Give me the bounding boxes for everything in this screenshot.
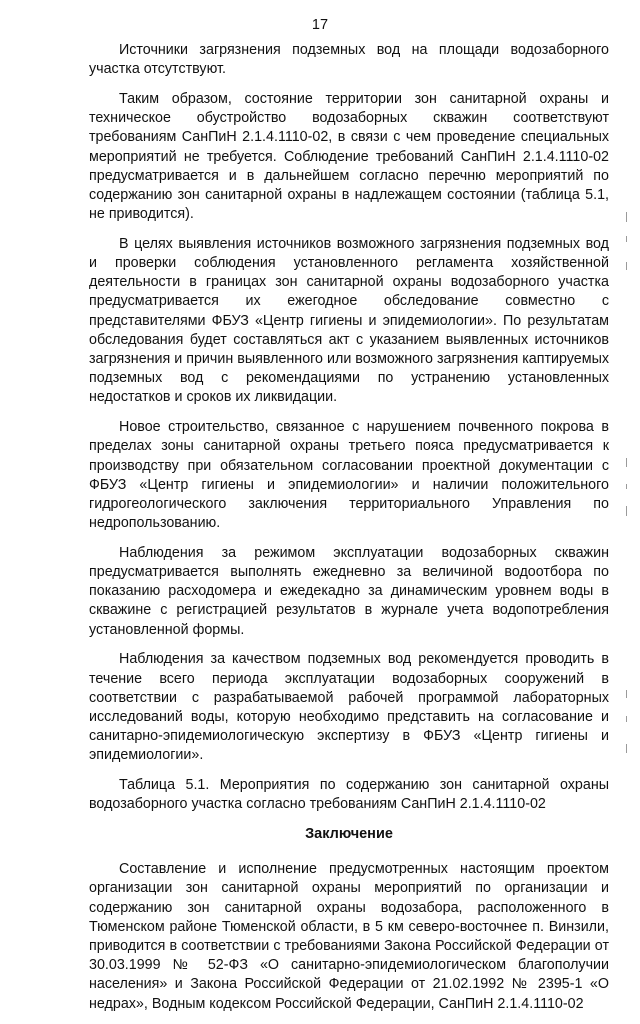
scan-mark bbox=[626, 458, 627, 467]
scan-mark bbox=[626, 690, 627, 698]
paragraph-new-construction: Новое строительство, связанное с нарушением почвенного покрова в пределах зоны санитарной охраны третьего пояса предусматривается к производству при обязательном согласовании проектной документации с ФБУЗ «Центр гигиены и эпидемиологии» и наличии положительного гидрогеологического заключения территориального Управления по недропользованию. bbox=[89, 419, 609, 532]
paragraph-operation-monitoring: Наблюдения за режимом эксплуатации водозаборных скважин предусматривается выполнять ежедневно за величиной водоотбора по показанию расходомера и ежедекадно за динамическим уровнем воды в скважине с регистрацией результатов в журнале учета водопотребления установленной формы. bbox=[89, 544, 609, 638]
scan-mark bbox=[626, 716, 627, 722]
scan-mark bbox=[626, 212, 627, 222]
document-body bbox=[89, 41, 609, 1024]
scan-mark bbox=[626, 484, 627, 489]
scan-mark bbox=[626, 506, 627, 516]
paragraph-conclusion: Составление и исполнение предусмотренных настоящим проектом организации зон санитарной охраны мероприятий по организации и содержанию зон санитарной охраны водозабора, расположенного в Тюменском районе Тюменской области, в 5 км северо-восточнее п. Винзили, приводится в соответствии с требованиями Закона Российской Федерации от 30.03.1999 № 52-ФЗ «О санитарно-эпидемиологическом благополучии населения» и Закона Российской Федерации от 21.02.1992 № 2395-1 «О недрах», Водным кодексом Российской Федерации, СанПиН 2.1.4.1110-02 bbox=[89, 861, 609, 1012]
scan-mark bbox=[626, 236, 627, 242]
page-number: 17 bbox=[311, 17, 329, 33]
section-heading-conclusion: Заключение bbox=[305, 826, 393, 843]
scan-margin-marks bbox=[624, 0, 630, 905]
table-caption: Таблица 5.1. Мероприятия по содержанию зон санитарной охраны водозаборного участка согласно требованиям СанПиН 2.1.4.1110-02 bbox=[89, 777, 609, 813]
paragraph-quality-monitoring: Наблюдения за качеством подземных вод рекомендуется проводить в течение всего периода эксплуатации водозаборных сооружений в соответствии с разрабатываемой рабочей программой лабораторных исследований воды, которую необходимо представить на согласование и санитарно-эпидемиологическую экспертизу в ФБУЗ «Центр гигиены и эпидемиологии». bbox=[89, 651, 609, 764]
paragraph-conclusion-status: Таким образом, состояние территории зон санитарной охраны и техническое обустройство водозаборных скважин соответствуют требованиям СанПиН 2.1.4.1110-02, в связи с чем проведение специальных мероприятий не требуется. Соблюдение требований СанПиН 2.1.4.1110-02 предусматривается и в дальнейшем согласно перечню мероприятий по содержанию зон санитарной охраны в надлежащем состоянии (таблица 5.1, не приводится). bbox=[89, 90, 609, 223]
scan-mark bbox=[626, 744, 627, 753]
paragraph-annual-inspection: В целях выявления источников возможного загрязнения подземных вод и проверки соблюдения установленного регламента хозяйственной деятельности в границах зон санитарной охраны водозаборного участка предусматривается их ежегодное обследование совместно с представителями ФБУЗ «Центр гигиены и эпидемиологии». По результатам обследования будет составляться акт с указанием выявленных источников загрязнения и причин выявленного или возможного загрязнения каптируемых подземных вод с рекомендациями по устранению установленных недостатков и сроков их ликвидации. bbox=[89, 235, 609, 406]
scan-mark bbox=[626, 262, 627, 270]
paragraph-pollution-sources: Источники загрязнения подземных вод на площади водозаборного участка отсутствуют. bbox=[89, 42, 609, 78]
